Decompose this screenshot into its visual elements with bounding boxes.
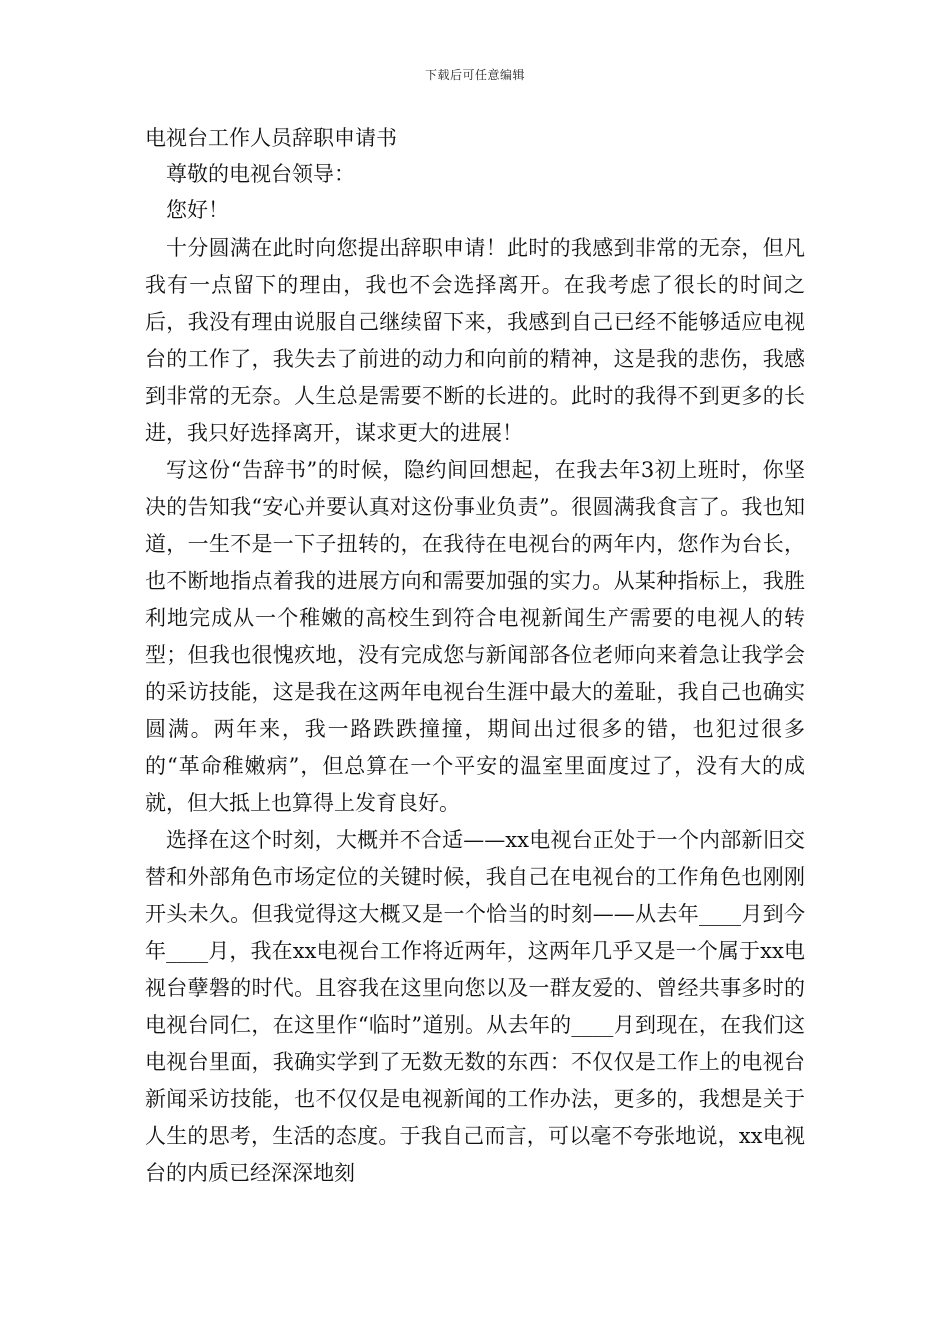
salutation: 尊敬的电视台领导： — [166, 162, 355, 186]
paragraph-3: 选择在这个时刻，大概并不合适——xx电视台正处于一个内部新旧交替和外部角色市场定位的关键时候，我自己在电视台的工作角色也刚刚开头未久。但我觉得这大概又是一个恰当的时刻——从去年____月到今年____月，我在xx电视台工作将近两年，这两年几乎又是一个属于xx电视台孽磐的时代。且容我在这里向您以及一群友爱的、曾经共事多时的电视台同仁，在这里作“临时”道别。从去年的____月到现在，在我们这电视台里面，我确实学到了无数无数的东西：不仅仅是工作上的电视台新闻采访技能，也不仅仅是电视新闻的工作办法，更多的，我想是关于人生的思考，生活的态度。于我自己而言，可以毫不夸张地说，xx电视台的内质已经深深地刻 — [145, 828, 805, 1185]
greeting: 您好！ — [166, 198, 229, 222]
paragraph-1: 十分圆满在此时向您提出辞职申请！此时的我感到非常的无奈，但凡我有一点留下的理由，我也不会选择离开。在我考虑了很长的时间之后，我没有理由说服自己继续留下来，我感到自己已经不能够适应电视台的工作了，我失去了前进的动力和向前的精神，这是我的悲伤，我感到非常的无奈。人生总是需要不断的长进的。此时的我得不到更多的长进，我只好选择离开，谋求更大的进展！ — [145, 236, 805, 445]
paragraph-2: 写这份“告辞书”的时候，隐约间回想起，在我去年3初上班时，你坚决的告知我“安心并要认真对这份事业负责”。很圆满我食言了。我也知道，一生不是一下子扭转的，在我待在电视台的两年内，您作为台长，也不断地指点着我的进展方向和需要加强的实力。从某种指标上，我胜利地完成从一个稚嫩的高校生到符合电视新闻生产需要的电视人的转型；但我也很愧疚地，没有完成您与新闻部各位老师向来着急让我学会的采访技能，这是我在这两年电视台生涯中最大的羞耻，我自己也确实圆满。两年来，我一路跌跌撞撞，期间出过很多的错，也犯过很多的“革命稚嫩病”，但总算在一个平安的温室里面度过了，没有大的成就，但大抵上也算得上发育良好。 — [145, 458, 805, 815]
page-header: 下载后可任意编辑 — [424, 68, 525, 82]
document-body — [145, 120, 805, 1192]
document-title: 电视台工作人员辞职申请书 — [145, 126, 397, 150]
